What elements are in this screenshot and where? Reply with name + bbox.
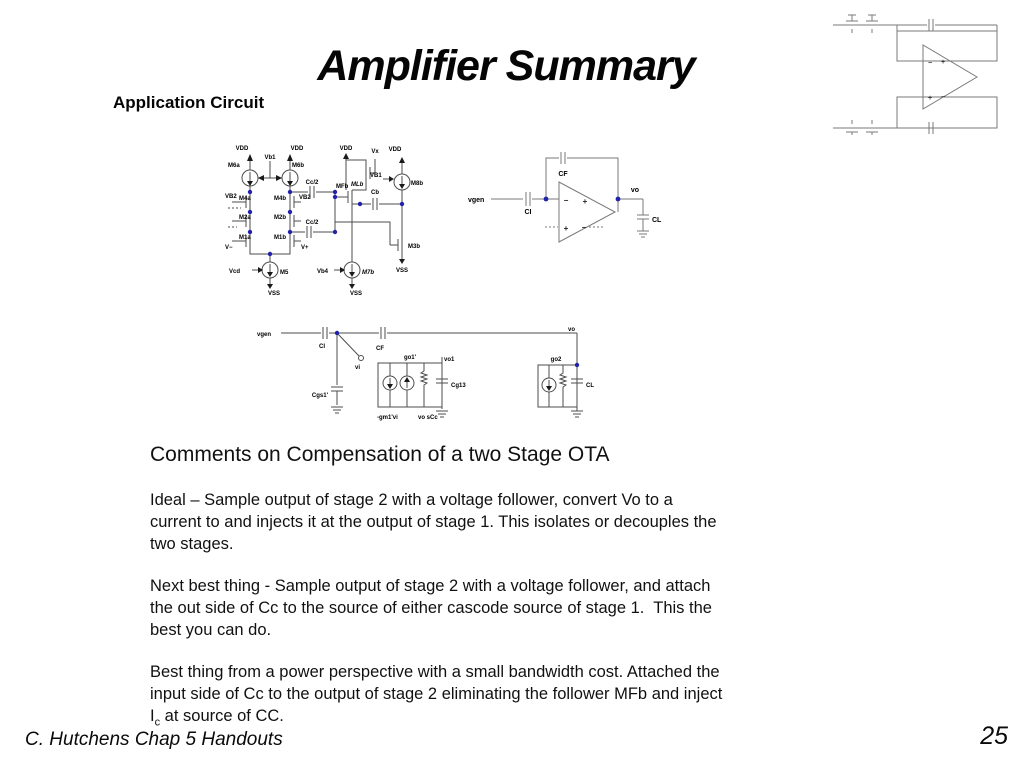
paragraph-next-best <box>150 575 840 641</box>
schematic-label: CF <box>376 346 384 352</box>
paragraph-ideal <box>150 489 840 555</box>
schematic-label: CL <box>586 383 594 389</box>
text-line: input side of Cc to the output of stage 2 eliminating the follower MFb and inject <box>150 685 723 703</box>
schematic-label: VB1 <box>370 173 382 179</box>
schematic-label: vo <box>630 187 640 194</box>
text-segment: I <box>150 707 155 725</box>
schematic-label: M5 <box>280 270 289 276</box>
schematic-label: Cc/2 <box>305 220 319 226</box>
schematic-label: Vx <box>371 149 379 155</box>
schematic-label: M8b <box>411 181 423 187</box>
text-line: the out side of Cc to the source of either cascode source of stage 1. This the <box>150 599 712 617</box>
schematic-label: M1a <box>239 235 251 241</box>
small-signal-schematic <box>255 323 605 423</box>
schematic-label: VB2 <box>299 195 311 201</box>
schematic-label: vo <box>568 327 576 333</box>
schematic-label: VDD <box>388 147 402 153</box>
opamp-schematic <box>465 145 695 260</box>
comments-block <box>150 442 840 753</box>
schematic-label: M6a <box>228 163 240 169</box>
schematic-label: M6b <box>292 163 304 169</box>
page-title: Amplifier Summary <box>317 42 695 90</box>
schematic-label: Cb <box>371 190 379 196</box>
schematic-label: CF <box>558 171 568 178</box>
schematic-label: vo1 <box>444 357 455 363</box>
opamp-labels <box>468 171 662 233</box>
text-line: best you can do. <box>150 621 272 639</box>
text-line: Ideal – Sample output of stage 2 with a voltage follower, convert Vo to a <box>150 491 673 509</box>
text-line: Next best thing - Sample output of stage 2 with a voltage follower, and attach <box>150 577 711 595</box>
schematic-label: -gm1'vi <box>377 415 398 421</box>
schematic-label: M7b <box>362 270 374 276</box>
icon-wires <box>833 15 997 135</box>
text-line: two stages. <box>150 535 234 553</box>
schematic-label: CI <box>524 209 532 216</box>
schematic-label: M3b <box>408 244 420 250</box>
schematic-label: VSS <box>349 291 363 297</box>
schematic-label: MFb <box>336 184 349 190</box>
text-line: Best thing from a power perspective with a small bandwidth cost. Attached the <box>150 663 720 681</box>
schematic-label: Vb4 <box>317 269 329 275</box>
schematic-label: M4a <box>239 196 251 202</box>
schematic-label: VB2 <box>225 194 237 200</box>
corner-circuit-icon <box>830 5 1020 135</box>
schematic-label: Cgs1' <box>311 393 328 399</box>
schematic-label: Vb1 <box>264 155 276 161</box>
subscript-c: c <box>154 716 161 729</box>
ota-node-dots <box>248 190 404 256</box>
footer-author: C. Hutchens Chap 5 Handouts <box>25 729 283 750</box>
section-label-application-circuit: Application Circuit <box>113 93 265 112</box>
schematic-label: Cc/2 <box>305 180 319 186</box>
schematic-label: V+ <box>301 245 309 251</box>
schematic-label: M1b <box>274 235 286 241</box>
schematic-label: + <box>563 224 569 233</box>
text-segment: at source of CC. <box>160 707 284 725</box>
opamp-wires <box>491 152 649 242</box>
schematic-label: VDD <box>235 146 249 152</box>
schematic-label: + <box>940 59 946 66</box>
schematic-label: − <box>927 60 933 67</box>
schematic-label: go2 <box>550 357 562 363</box>
schematic-label: M2b <box>274 215 286 221</box>
schematic-label: vo sCc <box>418 415 438 421</box>
schematic-label: V− <box>225 245 233 251</box>
page-number: 25 <box>980 722 1008 750</box>
paragraph-best <box>150 661 840 733</box>
text-line: current to and injects it at the output of stage 1. This isolates or decouples the <box>150 513 717 531</box>
schematic-label: − <box>940 94 946 101</box>
schematic-label: + <box>927 95 933 102</box>
comments-heading: Comments on Compensation of a two Stage OTA <box>150 443 610 466</box>
ota-schematic <box>225 138 460 303</box>
schematic-label: vgen <box>257 332 272 338</box>
schematic-label: − <box>563 196 569 205</box>
schematic-label: CL <box>652 217 662 224</box>
schematic-label: VDD <box>290 146 304 152</box>
schematic-label: Vcd <box>229 269 241 275</box>
schematic-label: VDD <box>339 146 353 152</box>
schematic-label: go1' <box>403 355 417 361</box>
schematic-label: vi <box>355 365 361 371</box>
schematic-label: + <box>582 197 588 206</box>
schematic-label: − <box>581 223 587 232</box>
ota-labels <box>225 146 423 297</box>
schematic-label: VSS <box>395 268 409 274</box>
schematic-label: MLb <box>351 182 364 188</box>
schematic-label: Cg13 <box>451 383 466 389</box>
schematic-label: CI <box>319 344 325 350</box>
icon-labels <box>928 59 945 102</box>
schematic-label: vgen <box>468 197 485 204</box>
ss-wires <box>281 327 583 417</box>
ss-node-dots <box>335 331 579 367</box>
schematic-label: M2a <box>239 215 251 221</box>
schematic-label: M4b <box>274 196 286 202</box>
schematic-label: VSS <box>267 291 281 297</box>
